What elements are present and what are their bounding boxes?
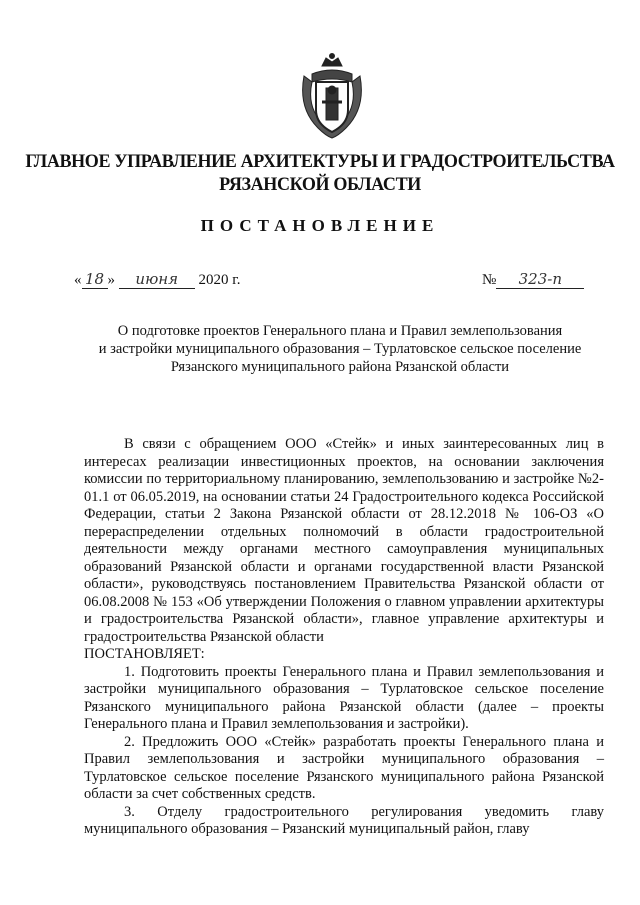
date-year: 2020 г. — [198, 272, 241, 288]
document-number: № 323-п — [482, 270, 584, 289]
date-month: июня — [119, 270, 195, 289]
decree-word: ПОСТАНОВЛЯЕТ: — [84, 646, 205, 662]
org-line-2: РЯЗАНСКОЙ ОБЛАСТИ — [219, 174, 421, 195]
document-subject: О подготовке проектов Генерального плана и Правил землепользования и застройки муниципального образования – Турлатовское сельское поселение Рязанского муниципального района Рязанской области — [98, 323, 582, 375]
coat-of-arms-icon — [296, 52, 368, 142]
organization-name — [16, 150, 624, 196]
document-number-value: 323-п — [496, 270, 584, 289]
paragraph-item-2: 2. Предложить ООО «Стейк» разработать проекты Генерального плана и Правил землепользования и застройки муниципального образования – Турлатовское сельское поселение Рязанского муниципального района Рязанской области за счет собственных средств. — [84, 733, 604, 802]
date-day: 18 — [82, 270, 108, 289]
org-line-1: ГЛАВНОЕ УПРАВЛЕНИЕ АРХИТЕКТУРЫ И ГРАДОСТРОИТЕЛЬСТВА — [25, 151, 615, 172]
document-type-title: ПОСТАНОВЛЕНИЕ — [200, 216, 440, 235]
document-body — [84, 436, 604, 839]
paragraph-preamble: В связи с обращением ООО «Стейк» и иных заинтересованных лиц в интересах реализации инвестиционных проектов, на основании заключения комиссии по территориальному планированию, землепользованию и застройке №2-01.1 от 06.05.2019, на основании статьи 24 Градостроительного кодекса Российской Федерации, статьи 2 Закона Рязанской области от 28.12.2018 № 106-ОЗ «О перераспределении отдельных полномочий в области градостроительной деятельности между органами местного самоуправления муниципальных образований Рязанской области и органами государственной власти Рязанской области», руководствуясь постановлением Правительства Рязанской области от 06.08.2008 № 153 «Об утверждении Положения о главном управлении архитектуры и градостроительства Рязанской области», главное управление архитектуры и градостроительства Рязанской области — [84, 436, 604, 645]
paragraph-item-1: 1. Подготовить проекты Генерального плана и Правил землепользования и застройки муниципального образования – Турлатовское сельское поселение Рязанского муниципального района Рязанской области (далее – проекты Генерального плана и Правил землепользования и застройки). — [84, 663, 604, 732]
document-date: « 18 » июня 2020 г. — [74, 270, 241, 288]
paragraph-item-3: 3. Отделу градостроительного регулирования уведомить главу муниципального образования – Рязанский муниципальный район, главу — [84, 803, 604, 837]
